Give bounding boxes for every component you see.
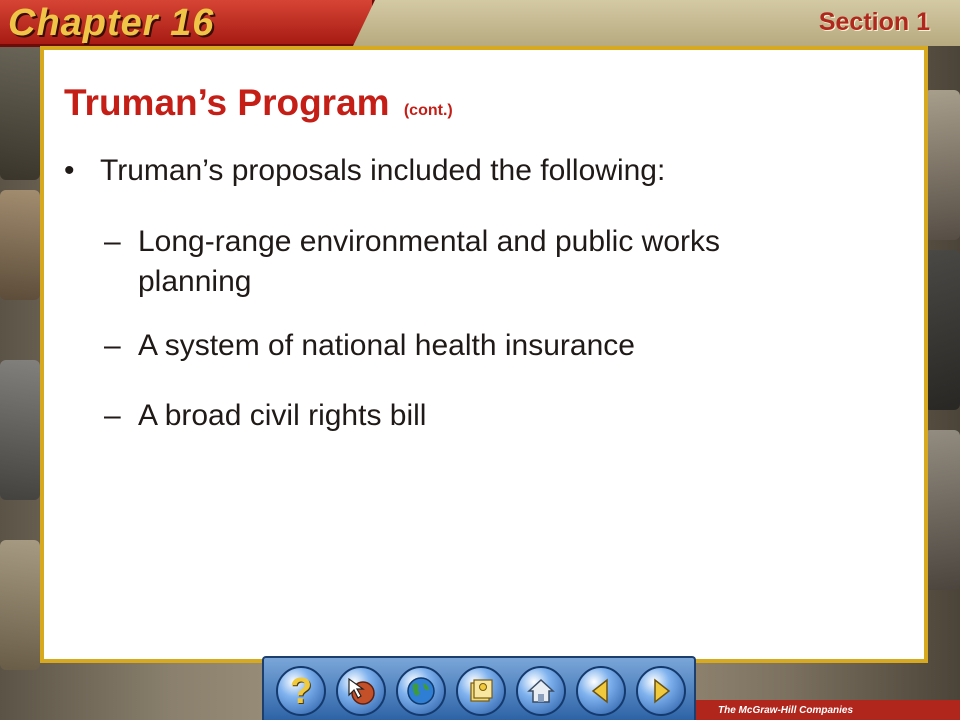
sub-bullet-text: A broad civil rights bill	[138, 399, 427, 432]
next-button[interactable]	[636, 666, 686, 716]
slide-title-text: Truman’s Program	[64, 82, 390, 123]
background-portrait	[924, 430, 960, 590]
question-icon: ?	[290, 670, 312, 711]
globe-icon	[405, 675, 437, 707]
next-arrow-icon	[645, 675, 677, 707]
maps-button[interactable]	[396, 666, 446, 716]
sub-bullet-item	[104, 222, 778, 302]
sub-bullet-text: A system of national health insurance	[138, 329, 635, 362]
home-icon	[525, 675, 557, 707]
slide-title	[64, 82, 453, 124]
document-stack-icon	[465, 675, 497, 707]
background-portrait	[924, 250, 960, 410]
sub-bullet-mark: –	[104, 399, 121, 432]
publisher-logo: The McGraw-Hill Companies	[718, 705, 854, 716]
bullet-text: Truman’s proposals included the following:	[100, 154, 666, 187]
background-portrait	[0, 40, 40, 180]
previous-arrow-icon	[585, 675, 617, 707]
cursor-globe-icon	[345, 675, 377, 707]
previous-button[interactable]	[576, 666, 626, 716]
home-button[interactable]	[516, 666, 566, 716]
slide-title-suffix: (cont.)	[403, 102, 453, 119]
bullet-mark: •	[64, 154, 75, 187]
background-portrait	[924, 90, 960, 240]
sub-bullet-mark: –	[104, 329, 121, 362]
sub-bullet-mark: –	[104, 225, 121, 258]
chapter-label: Chapter 16	[8, 2, 215, 44]
background-portrait	[0, 190, 40, 300]
sub-bullet-text: Long-range environmental and public works planning	[138, 225, 721, 298]
help-button[interactable]	[276, 666, 326, 716]
content-panel	[40, 46, 928, 663]
interactive-button[interactable]	[336, 666, 386, 716]
bullet-item	[64, 154, 665, 188]
sub-bullet-item	[104, 326, 778, 366]
background-portrait	[0, 360, 40, 500]
section-label: Section 1	[818, 8, 930, 36]
resources-button[interactable]	[456, 666, 506, 716]
sub-bullet-item	[104, 396, 778, 436]
background-portrait	[0, 540, 40, 670]
navigation-bar	[262, 656, 696, 720]
